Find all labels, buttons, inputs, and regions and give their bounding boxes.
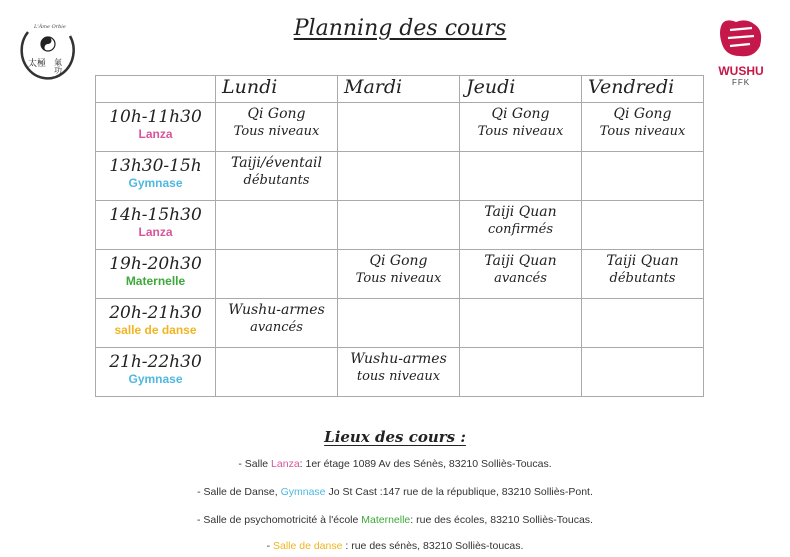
venue-label: salle de danse xyxy=(114,323,197,337)
time-slot-label: 10h-11h30 xyxy=(109,107,202,127)
club-logo xyxy=(14,18,82,90)
svg-text:太極: 太極 xyxy=(28,59,47,69)
venue-address: : rue des écoles, 83210 Solliès-Toucas. xyxy=(410,514,593,526)
time-slot-label: 21h-22h30 xyxy=(109,352,202,372)
venue-highlight: Gymnase xyxy=(280,486,326,498)
course-name: Wushu-armes xyxy=(350,351,447,367)
schedule-row xyxy=(96,201,704,250)
empty-cell xyxy=(216,348,338,397)
empty-cell xyxy=(338,201,460,250)
schedule-row xyxy=(96,299,704,348)
svg-text:氣功: 氣功 xyxy=(53,58,63,74)
venue-prefix: - Salle de Danse, xyxy=(197,486,281,498)
time-slot-cell xyxy=(96,152,216,201)
course-cell xyxy=(582,250,704,299)
empty-cell xyxy=(460,299,582,348)
time-slot-label: 14h-15h30 xyxy=(109,205,202,225)
schedule-row xyxy=(96,103,704,152)
venue-prefix: - Salle de psychomotricité à l'école xyxy=(197,514,362,526)
course-level: Tous niveaux xyxy=(477,124,564,139)
course-level: Tous niveaux xyxy=(233,124,320,139)
venue-highlight: Maternelle xyxy=(361,514,411,526)
logo-sub: FFK xyxy=(731,78,751,87)
course-name: Qi Gong xyxy=(247,106,306,122)
schedule-row xyxy=(96,348,704,397)
course-cell xyxy=(338,250,460,299)
venue-address-line xyxy=(0,514,790,526)
course-level: Tous niveaux xyxy=(599,124,686,139)
course-cell xyxy=(460,103,582,152)
time-slot-label: 19h-20h30 xyxy=(109,254,202,274)
time-slot-cell xyxy=(96,250,216,299)
course-level: avancés xyxy=(250,320,303,335)
wushu-ffk-logo xyxy=(712,16,770,88)
venue-address-line xyxy=(0,540,790,552)
course-cell xyxy=(460,250,582,299)
svg-text:L'Âme Orbie: L'Âme Orbie xyxy=(34,24,66,30)
time-slot-cell xyxy=(96,103,216,152)
course-name: Qi Gong xyxy=(369,253,428,269)
schedule-row xyxy=(96,250,704,299)
venue-address: : 1er étage 1089 Av des Sénès, 83210 Solliès-Toucas. xyxy=(299,458,552,470)
venue-prefix: - Salle xyxy=(238,458,272,470)
empty-cell xyxy=(216,250,338,299)
empty-cell xyxy=(338,152,460,201)
course-name: Qi Gong xyxy=(613,106,672,122)
venues-title: Lieux des cours : xyxy=(324,428,466,446)
time-slot-cell xyxy=(96,201,216,250)
venue-label: Gymnase xyxy=(128,372,183,386)
venue-address-line xyxy=(0,458,790,470)
empty-cell xyxy=(582,299,704,348)
empty-cell xyxy=(338,103,460,152)
course-level: confirmés xyxy=(487,222,554,237)
logo-brand: WUSHU xyxy=(718,64,764,78)
course-name: Taiji/éventail xyxy=(230,155,323,171)
course-name: Qi Gong xyxy=(491,106,550,122)
course-name: Taiji Quan xyxy=(606,253,679,269)
header-corner xyxy=(96,76,216,103)
header-day: Mardi xyxy=(338,76,460,103)
schedule-table xyxy=(95,75,704,397)
venue-address: : rue des sénès, 83210 Solliès-toucas. xyxy=(342,540,524,552)
course-cell xyxy=(216,103,338,152)
venue-highlight: Lanza xyxy=(271,458,300,470)
course-level: tous niveaux xyxy=(356,369,441,384)
header-day: Jeudi xyxy=(460,76,582,103)
venue-label: Maternelle xyxy=(125,274,186,288)
course-level: Tous niveaux xyxy=(355,271,442,286)
course-cell xyxy=(216,299,338,348)
course-level: débutants xyxy=(609,271,676,286)
schedule-row xyxy=(96,152,704,201)
course-name: Wushu-armes xyxy=(228,302,325,318)
header-day: Lundi xyxy=(216,76,338,103)
course-level: avancés xyxy=(494,271,547,286)
empty-cell xyxy=(338,299,460,348)
venue-address: Jo St Cast :147 rue de la république, 83210 Solliès-Pont. xyxy=(325,486,593,498)
venue-prefix: - xyxy=(266,540,273,552)
course-cell xyxy=(582,103,704,152)
venue-highlight: Salle de danse xyxy=(272,540,343,552)
venue-label: Lanza xyxy=(138,225,173,239)
course-cell xyxy=(460,201,582,250)
venue-label: Gymnase xyxy=(128,176,183,190)
time-slot-label: 20h-21h30 xyxy=(109,303,202,323)
empty-cell xyxy=(216,201,338,250)
time-slot-label: 13h30-15h xyxy=(109,156,202,176)
course-level: débutants xyxy=(243,173,310,188)
time-slot-cell xyxy=(96,348,216,397)
empty-cell xyxy=(460,348,582,397)
empty-cell xyxy=(582,152,704,201)
course-name: Taiji Quan xyxy=(484,253,557,269)
schedule-header-row xyxy=(96,76,704,103)
empty-cell xyxy=(582,348,704,397)
course-cell xyxy=(216,152,338,201)
venue-address-line xyxy=(0,486,790,498)
course-name: Taiji Quan xyxy=(484,204,557,220)
page-title: Planning des cours xyxy=(293,16,507,41)
course-cell xyxy=(338,348,460,397)
header-day: Vendredi xyxy=(582,76,704,103)
empty-cell xyxy=(582,201,704,250)
wushu-emblem-icon xyxy=(716,16,766,62)
venue-label: Lanza xyxy=(138,127,173,141)
empty-cell xyxy=(460,152,582,201)
time-slot-cell xyxy=(96,299,216,348)
